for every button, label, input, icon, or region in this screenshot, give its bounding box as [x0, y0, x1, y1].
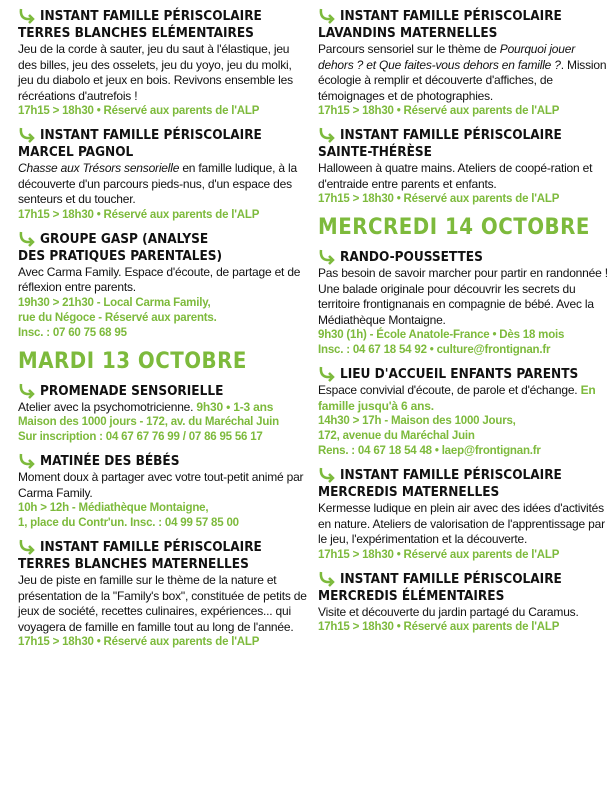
- event-info: 17h15 > 18h30 • Réservé aux parents de l'ALP: [318, 548, 560, 561]
- event-laep: [318, 366, 608, 459]
- event-info: 17h15 > 18h30 • Réservé aux parents de l'ALP: [18, 208, 260, 221]
- event-description: Parcours sensoriel sur le thème de Pourquoi jouer dehors ? et Que faites-vous dehors en famille ?. Mission écologie à remplir et découverte d'affiches, de témoignages et de photographies.: [318, 42, 607, 103]
- left-column: [18, 8, 308, 658]
- event-rando-poussettes: [318, 249, 608, 358]
- event-description: Halloween à quatre mains. Ateliers de coopé-ration et d'entraide entre parents et enfants.: [318, 161, 593, 191]
- event-description: Atelier avec la psychomotricienne. 9h30 • 1-3 ans: [18, 399, 274, 414]
- event-marcel-pagnol: [18, 127, 308, 223]
- event-title: INSTANT FAMILLE PÉRISCOLAIRE MERCREDIS ÉLÉMENTAIRES: [318, 570, 562, 604]
- event-mercredis-maternelles: [318, 467, 608, 563]
- event-title: INSTANT FAMILLE PÉRISCOLAIRE TERRES BLANCHES ELÉMENTAIRES: [18, 8, 262, 41]
- event-description: Jeu de piste en famille sur le thème de la nature et présentation de la "Family's box", constituée de petits de jeux de société, recettes culinaires, expériences... qui voyagera de famille en famille tout au long de l'année.: [18, 573, 307, 634]
- curved-arrow-icon: [18, 127, 36, 143]
- curved-arrow-icon: [18, 453, 36, 469]
- event-description: Espace convivial d'écoute, de parole et d'échange. En famille jusqu'à 6 ans.: [318, 383, 596, 413]
- event-promenade-sensorielle: [18, 383, 308, 446]
- event-terres-blanches-maternelles: [18, 539, 308, 650]
- event-info: Maison des 1000 jours - 172, av. du Maréchal Juin Sur inscription : 04 67 67 76 99 / 07 86 95 56 17: [18, 416, 279, 443]
- day-heading-tuesday: MARDI 13 OCTOBRE: [18, 348, 247, 374]
- event-info: 17h15 > 18h30 • Réservé aux parents de l'ALP: [318, 193, 560, 205]
- right-column: [318, 8, 608, 643]
- event-title: INSTANT FAMILLE PÉRISCOLAIRE LAVANDINS MATERNELLES: [318, 8, 562, 41]
- curved-arrow-icon: [18, 231, 36, 247]
- event-description: Kermesse ludique en plein air avec des idées d'activités en nature. Ateliers de valorisation de l'apprentissage par le jeu, l'expérimentation et la découverte.: [318, 501, 605, 546]
- event-info: 17h15 > 18h30 • Réservé aux parents de l'ALP: [18, 105, 260, 117]
- event-description: Jeu de la corde à sauter, jeu du saut à l'élastique, jeu des billes, jeu des osselets, jeu du yoyo, jeu du molki, jeu du diabolo et jeux en bois. Revivons ensemble les récréations d'autrefois !: [18, 42, 293, 103]
- event-info: 10h > 12h - Médiathèque Montaigne, 1, place du Contr'un. Insc. : 04 99 57 85 00: [18, 502, 239, 529]
- curved-arrow-icon: [18, 539, 36, 555]
- event-sainte-therese: [318, 127, 608, 207]
- event-title: PROMENADE SENSORIELLE: [18, 383, 308, 400]
- event-title: MATINÉE DES BÉBÉS: [18, 453, 308, 470]
- event-info: 17h15 > 18h30 • Réservé aux parents de l'ALP: [318, 621, 560, 633]
- event-matinee-des-bebes: [18, 453, 308, 531]
- curved-arrow-icon: [318, 127, 336, 143]
- event-info: 9h30 (1h) - École Anatole-France • Dès 18 mois Insc. : 04 67 18 54 92 • culture@frontignan.fr: [318, 329, 565, 356]
- curved-arrow-icon: [318, 249, 336, 265]
- event-title: LIEU D'ACCUEIL ENFANTS PARENTS: [318, 366, 608, 383]
- event-description: Pas besoin de savoir marcher pour partir en randonnée ! Une balade originale pour découvrir les secrets du territoire frontignanais en compagnie de bébé. Avec la Médiathèque Montaigne.: [318, 266, 608, 327]
- event-info: 14h30 > 17h - Maison des 1000 Jours, 172, avenue du Maréchal Juin Rens. : 04 67 18 54 48 • laep@frontignan.fr: [318, 415, 541, 457]
- event-terres-blanches-elementaires: [18, 8, 308, 119]
- event-info: 19h30 > 21h30 - Local Carma Family, rue du Négoce - Réservé aux parents. Insc. : 07 60 75 68 95: [18, 296, 217, 339]
- event-description: Visite et découverte du jardin partagé du Caramus.: [318, 604, 579, 619]
- curved-arrow-icon: [318, 8, 336, 24]
- event-title: RANDO-POUSSETTES: [318, 249, 608, 266]
- curved-arrow-icon: [18, 383, 36, 399]
- event-title: INSTANT FAMILLE PÉRISCOLAIRE MERCREDIS MATERNELLES: [318, 467, 562, 500]
- event-description: Moment doux à partager avec votre tout-petit animé par Carma Family.: [18, 470, 304, 500]
- event-info: 17h15 > 18h30 • Réservé aux parents de l'ALP: [18, 636, 260, 648]
- curved-arrow-icon: [318, 366, 336, 382]
- event-title: INSTANT FAMILLE PÉRISCOLAIRE TERRES BLANCHES MATERNELLES: [18, 539, 262, 572]
- event-title: GROUPE GASP (ANALYSE DES PRATIQUES PARENTALES): [18, 230, 223, 264]
- event-description: Chasse aux Trésors sensorielle en famille ludique, à la découverte d'un parcours pieds-nus, d'un espace des senteurs et du toucher.: [18, 161, 297, 206]
- curved-arrow-icon: [318, 571, 336, 587]
- event-groupe-gasp: [18, 231, 308, 341]
- curved-arrow-icon: [318, 467, 336, 483]
- event-mercredis-elementaires: [318, 571, 608, 636]
- event-info: 17h15 > 18h30 • Réservé aux parents de l'ALP: [318, 105, 560, 117]
- day-heading-wednesday: MERCREDI 14 OCTOBRE: [318, 215, 590, 240]
- event-title: INSTANT FAMILLE PÉRISCOLAIRE SAINTE-THÉRÈSE: [318, 127, 562, 160]
- event-description: Avec Carma Family. Espace d'écoute, de partage et de réflexion entre parents.: [18, 264, 301, 294]
- event-lavandins-maternelles: [318, 8, 608, 119]
- event-title: INSTANT FAMILLE PÉRISCOLAIRE MARCEL PAGNOL: [18, 127, 262, 160]
- curved-arrow-icon: [18, 8, 36, 24]
